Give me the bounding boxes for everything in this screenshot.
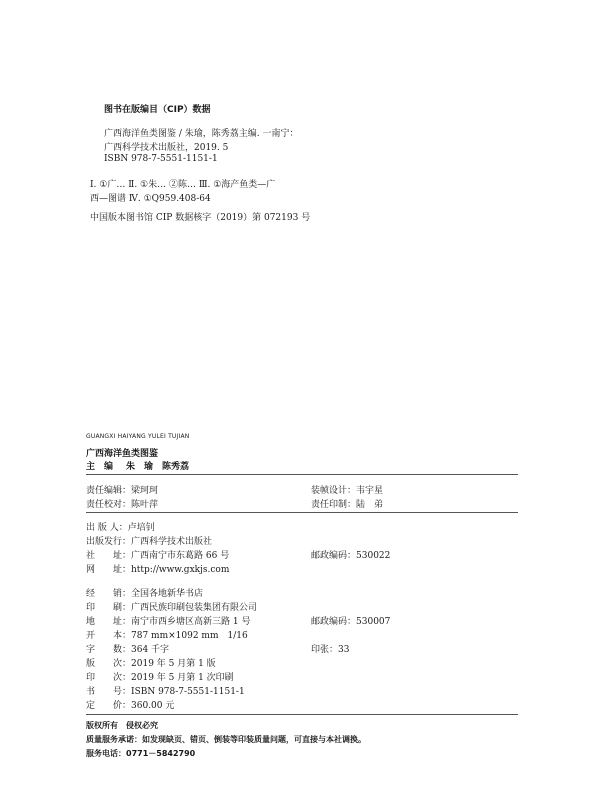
- publisher-issuer: [86, 534, 212, 547]
- printer-address-label: 地 址：: [86, 617, 132, 627]
- book-format-label: 开 本：: [86, 631, 132, 641]
- printer-label: 印 刷：: [86, 603, 132, 613]
- price-label: 定 价：: [86, 701, 132, 711]
- printer-postcode-value: 530007: [356, 617, 391, 627]
- publisher-postcode-label: 邮政编码：: [311, 551, 357, 561]
- printer-address-value: 南宁市西乡塘区高新三路 1 号: [131, 617, 251, 627]
- book-format: [86, 628, 248, 641]
- credit-printing-label: 责任印制：: [311, 500, 357, 510]
- impression-label: 印 次：: [86, 673, 132, 683]
- word-count-value: 364 千字: [131, 645, 170, 655]
- divider-credits: [86, 512, 518, 513]
- distribution: [86, 586, 203, 599]
- printer-postcode: [311, 614, 390, 627]
- publisher-issuer-label: 出版发行：: [86, 537, 132, 547]
- publisher-person: [86, 520, 155, 533]
- credit-editor-value: 梁珂珂: [131, 486, 159, 496]
- printer-address: [86, 614, 250, 627]
- credit-printing-value: 陆 弟: [356, 500, 384, 510]
- divider-top: [86, 474, 518, 475]
- edition: [86, 656, 216, 669]
- credit-designer-value: 韦宇星: [356, 486, 384, 496]
- credit-proofreader-label: 责任校对：: [86, 500, 132, 510]
- publisher-website-label: 网 址：: [86, 565, 132, 575]
- publisher-address-label: 社 址：: [86, 551, 132, 561]
- printer-postcode-label: 邮政编码：: [311, 617, 357, 627]
- credit-printing: [311, 497, 383, 510]
- publisher-website-link[interactable]: http://www.gxkjs.com: [131, 565, 230, 575]
- word-count-label: 字 数：: [86, 645, 132, 655]
- cip-classification-2: 西—图谱 Ⅳ. ①Q959.408-64: [90, 194, 211, 204]
- credit-editor: [86, 483, 158, 496]
- print-sheets: [311, 642, 349, 655]
- cip-line-1: 广西海洋鱼类图鉴 / 朱瑜，陈秀荔主编. 一南宁：: [104, 129, 299, 139]
- book-title: 广西海洋鱼类图鉴: [86, 449, 159, 459]
- distribution-label: 经 销：: [86, 589, 132, 599]
- rights-notice: 版权所有 侵权必究: [86, 721, 158, 730]
- service-phone: 服务电话：0771－5842790: [86, 749, 196, 758]
- cip-isbn: ISBN 978-7-5551-1151-1: [104, 154, 218, 164]
- cip-heading: 图书在版编目（CIP）数据: [104, 105, 211, 115]
- isbn-value: ISBN 978-7-5551-1151-1: [131, 687, 245, 697]
- publisher-postcode-value: 530022: [356, 551, 391, 561]
- print-sheets-label: 印张：: [311, 645, 339, 655]
- price: [86, 698, 174, 711]
- credit-editor-label: 责任编辑：: [86, 486, 132, 496]
- isbn: [86, 684, 245, 697]
- credit-designer-label: 装帧设计：: [311, 486, 357, 496]
- word-count: [86, 642, 169, 655]
- impression: [86, 670, 234, 683]
- price-value: 360.00 元: [131, 701, 175, 711]
- printer-value: 广西民族印刷包装集团有限公司: [131, 603, 258, 613]
- publisher-website: [86, 562, 229, 575]
- book-title-pinyin: GUANGXI HAIYANG YULEI TUJIAN: [86, 433, 190, 440]
- printer: [86, 600, 257, 613]
- cip-record-number: 中国版本图书馆 CIP 数据核字（2019）第 072193 号: [90, 213, 311, 223]
- print-sheets-value: 33: [338, 645, 350, 655]
- cip-classification-1: Ⅰ. ①广… Ⅱ. ①朱… ②陈… Ⅲ. ①海产鱼类—广: [90, 180, 276, 190]
- cip-line-2: 广西科学技术出版社，2019. 5: [104, 143, 229, 153]
- editors-label: 主 编: [86, 462, 114, 472]
- book-format-value: 787 mm×1092 mm 1/16: [131, 631, 248, 641]
- isbn-label: 书 号：: [86, 687, 132, 697]
- publisher-person-value: 卢培钊: [127, 523, 155, 533]
- publisher-postcode: [311, 548, 390, 561]
- credit-proofreader: [86, 497, 158, 510]
- edition-value: 2019 年 5 月第 1 版: [131, 659, 216, 669]
- editors-names: 朱 瑜 陈秀荔: [126, 462, 190, 472]
- credit-designer: [311, 483, 383, 496]
- quality-promise: 质量服务承诺：如发现缺页、错页、倒装等印装质量问题，可直接与本社调换。: [86, 735, 366, 744]
- publisher-address-value: 广西南宁市东葛路 66 号: [131, 551, 230, 561]
- distribution-value: 全国各地新华书店: [131, 589, 204, 599]
- publisher-person-label: 出 版 人：: [86, 523, 128, 533]
- impression-value: 2019 年 5 月第 1 次印刷: [131, 673, 234, 683]
- publisher-issuer-value: 广西科学技术出版社: [131, 537, 213, 547]
- credit-proofreader-value: 陈叶萍: [131, 500, 159, 510]
- edition-label: 版 次：: [86, 659, 132, 669]
- publisher-address: [86, 548, 229, 561]
- divider-bottom: [86, 714, 518, 715]
